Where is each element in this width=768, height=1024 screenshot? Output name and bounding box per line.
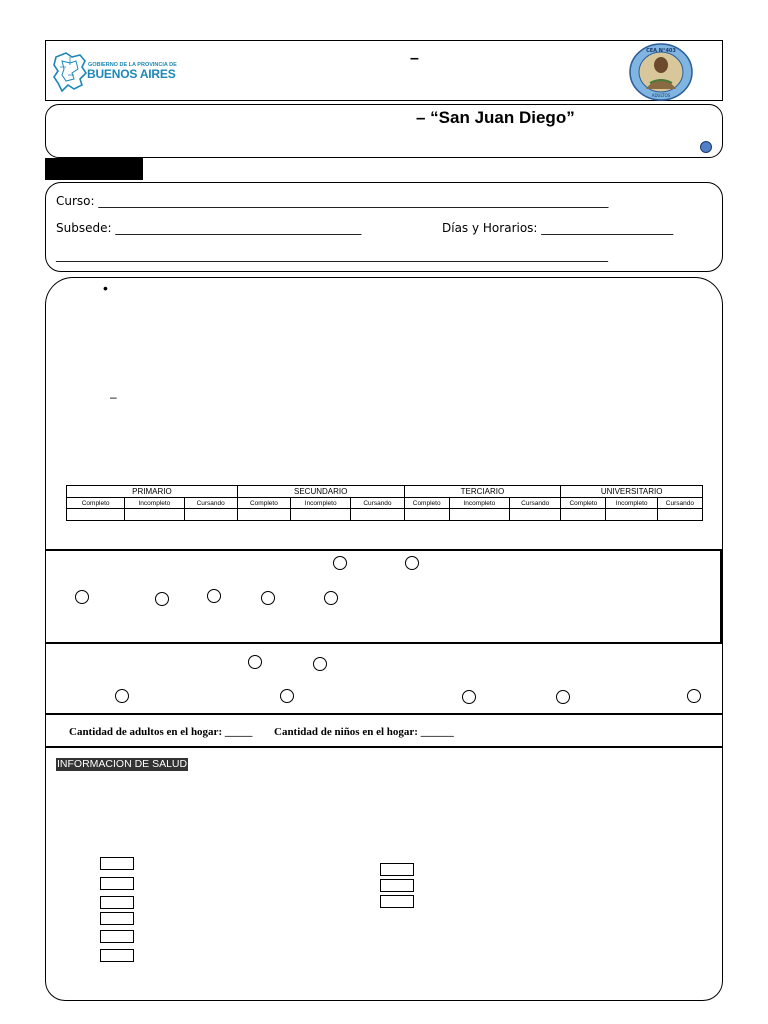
health-checkbox[interactable] (380, 895, 414, 908)
header-dash: – (410, 50, 419, 67)
divider-1-right (720, 549, 722, 643)
full-line-field[interactable]: ____________________________________________________________________________________________ (56, 248, 608, 262)
radio-option[interactable] (115, 689, 129, 703)
sub-header: Cursando (351, 498, 404, 509)
table-cell[interactable] (657, 509, 702, 521)
radio-option[interactable] (405, 556, 419, 570)
sub-header: Cursando (184, 498, 237, 509)
radio-option[interactable] (207, 589, 221, 603)
svg-text:ADULTOS: ADULTOS (651, 93, 671, 98)
sub-header: Cursando (657, 498, 702, 509)
level-primario: PRIMARIO (67, 486, 238, 498)
table-cell[interactable] (404, 509, 449, 521)
subsede-field[interactable] (56, 221, 361, 235)
radio-option[interactable] (261, 591, 275, 605)
dias-field[interactable] (442, 221, 673, 235)
table-cell[interactable] (351, 509, 404, 521)
table-cell[interactable] (449, 509, 509, 521)
dias-label: Días y Horarios: (442, 221, 542, 235)
personal-dash: – (110, 390, 117, 404)
adults-count-field[interactable]: Cantidad de adultos en el hogar: _____ (69, 726, 253, 738)
title-text: – “San Juan Diego” (416, 108, 575, 127)
health-checkbox[interactable] (380, 863, 414, 876)
radio-option[interactable] (687, 689, 701, 703)
sub-header: Incompleto (606, 498, 657, 509)
curso-field[interactable] (56, 194, 608, 208)
sub-header: Cursando (510, 498, 561, 509)
radio-option[interactable] (280, 689, 294, 703)
title-box (45, 104, 723, 158)
subsede-label: Subsede: (56, 221, 116, 235)
radio-option[interactable] (333, 556, 347, 570)
health-checkbox[interactable] (100, 877, 134, 890)
radio-option[interactable] (155, 592, 169, 606)
sub-header: Completo (561, 498, 606, 509)
sub-header: Completo (404, 498, 449, 509)
sub-header: Incompleto (291, 498, 351, 509)
health-checkbox[interactable] (100, 857, 134, 870)
level-secundario: SECUNDARIO (237, 486, 404, 498)
section-label-bar (45, 158, 143, 180)
table-cell[interactable] (184, 509, 237, 521)
course-box (45, 182, 723, 272)
gov-line-1: GOBIERNO DE LA PROVINCIA DE (88, 62, 177, 68)
subsede-line: _________________________________________ (115, 221, 362, 235)
curso-label: Curso: (56, 194, 99, 208)
sub-header: Completo (67, 498, 125, 509)
divider-1 (45, 549, 722, 551)
health-checkbox[interactable] (100, 912, 134, 925)
health-checkbox[interactable] (380, 879, 414, 892)
radio-option[interactable] (75, 590, 89, 604)
bullet: • (103, 280, 108, 296)
health-checkbox[interactable] (100, 896, 134, 909)
children-count-field[interactable]: Cantidad de niños en el hogar: ______ (274, 726, 454, 738)
divider-3 (45, 713, 722, 715)
sub-header: Incompleto (449, 498, 509, 509)
table-cell[interactable] (510, 509, 561, 521)
level-terciario: TERCIARIO (404, 486, 561, 498)
dias-line: ______________________ (541, 221, 674, 235)
sub-header: Incompleto (125, 498, 184, 509)
divider-2 (45, 642, 722, 644)
radio-option[interactable] (324, 591, 338, 605)
main-form-box (45, 277, 723, 1001)
table-cell[interactable] (67, 509, 125, 521)
status-dot (700, 141, 712, 153)
province-logo (52, 51, 177, 93)
gov-line-2: BUENOS AIRES (87, 67, 176, 81)
province-map-icon (52, 51, 88, 93)
table-cell[interactable] (125, 509, 184, 521)
radio-option[interactable] (248, 655, 262, 669)
divider-4 (45, 746, 722, 748)
curso-line: _____________________________________________________________________________________ (98, 194, 609, 208)
health-checkbox[interactable] (100, 949, 134, 962)
header-box (45, 40, 723, 101)
svg-text:CEA N°403: CEA N°403 (646, 48, 676, 54)
level-universitario: UNIVERSITARIO (561, 486, 703, 498)
health-checkbox[interactable] (100, 930, 134, 943)
radio-option[interactable] (556, 690, 570, 704)
education-table (66, 485, 703, 521)
table-cell[interactable] (291, 509, 351, 521)
radio-option[interactable] (313, 657, 327, 671)
radio-option[interactable] (462, 690, 476, 704)
table-cell[interactable] (237, 509, 290, 521)
health-section-title: INFORMACION DE SALUD (57, 758, 188, 770)
school-seal (628, 43, 694, 101)
school-seal-icon (628, 43, 694, 101)
table-cell[interactable] (606, 509, 657, 521)
table-cell[interactable] (561, 509, 606, 521)
sub-header: Completo (237, 498, 290, 509)
